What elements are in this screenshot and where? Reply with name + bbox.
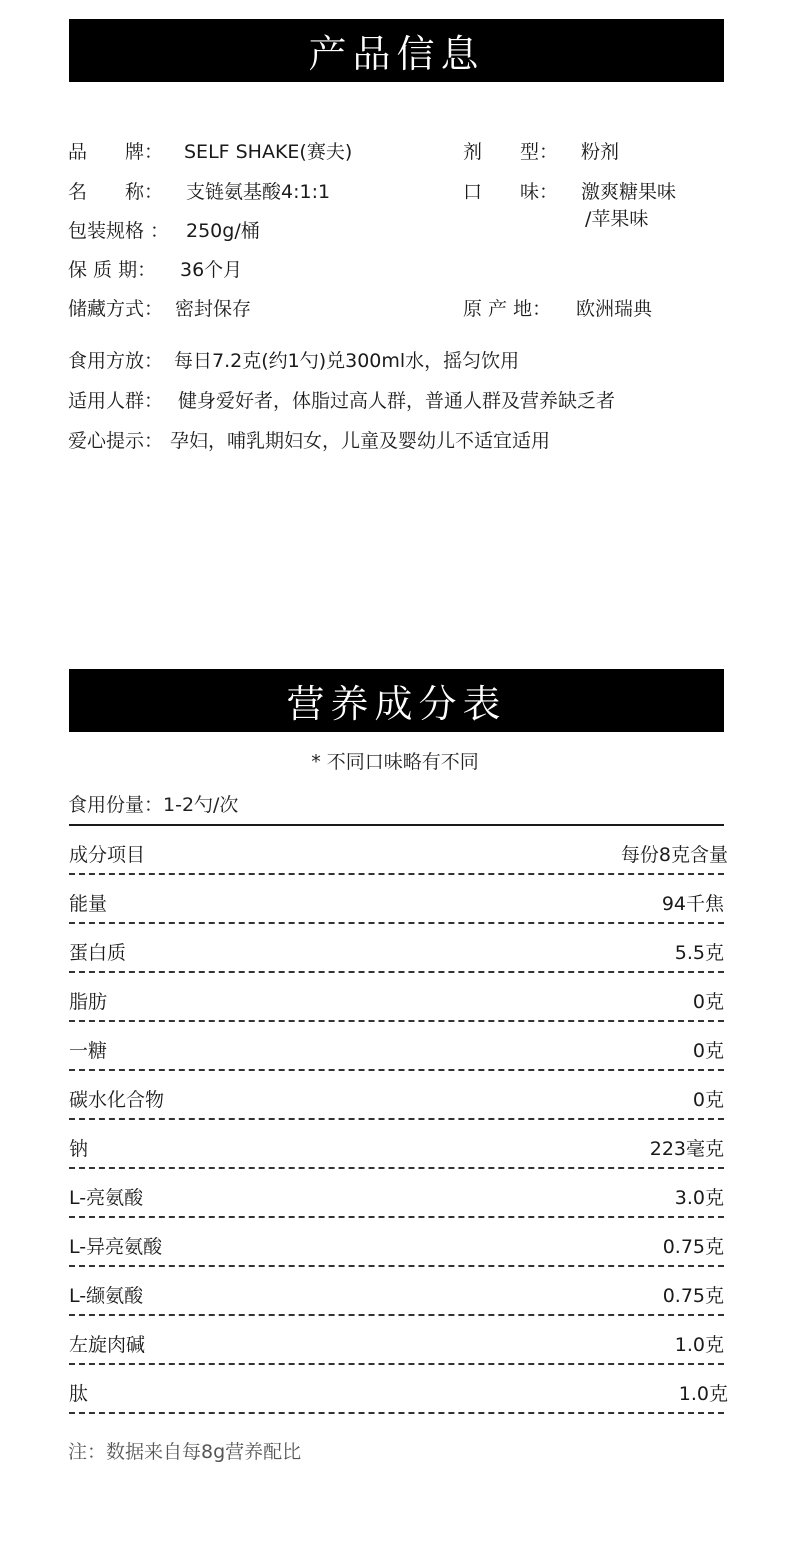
row-value: 0克 (692, 1089, 724, 1111)
row-value: 94千焦 (661, 893, 724, 915)
table-row (69, 1365, 728, 1414)
row-value: 3.0克 (674, 1187, 724, 1209)
flavor-note: * 不同口味略有不同 (311, 751, 479, 773)
row-name: 脂肪 (69, 991, 108, 1013)
name-label: 名 称： (68, 181, 164, 203)
warning-label: 爱心提示： (68, 430, 164, 452)
row-name: 碳水化合物 (69, 1089, 165, 1111)
row-name: L-亮氨酸 (69, 1187, 144, 1209)
flavor-value-1: 激爽糖果味 (581, 181, 677, 203)
row-name: 一糖 (69, 1040, 108, 1062)
shelf-life-value: 36个月 (180, 259, 243, 281)
row-name: 蛋白质 (69, 942, 127, 964)
row-name: L-缬氨酸 (69, 1285, 144, 1307)
table-row (69, 1022, 724, 1071)
nutrition-banner (69, 669, 724, 732)
usage-label: 食用方放： (68, 350, 164, 372)
product-info-title: 产品信息 (308, 32, 485, 76)
package-label: 包装规格 ： (68, 220, 170, 242)
row-name: 肽 (69, 1383, 89, 1405)
shelf-life-label: 保 质 期： (68, 259, 157, 281)
row-value: 0.75克 (662, 1285, 724, 1307)
row-value: 1.0克 (674, 1334, 724, 1356)
package-value: 250g/桶 (186, 220, 260, 242)
row-value: 0克 (692, 991, 724, 1013)
origin-value: 欧洲瑞典 (576, 298, 653, 320)
warning-value: 孕妇，哺乳期妇女，儿童及婴幼儿不适宜适用 (170, 430, 551, 452)
table-row (69, 1120, 724, 1169)
serving-size: 食用份量：1-2勺/次 (68, 794, 239, 816)
brand-label: 品 牌： (68, 141, 164, 163)
nutrition-title: 营养成分表 (286, 682, 507, 726)
row-name: 钠 (69, 1138, 89, 1160)
audience-value: 健身爱好者，体脂过高人群，普通人群及营养缺乏者 (178, 390, 616, 412)
table-row (69, 1267, 724, 1316)
storage-label: 储藏方式： (68, 298, 164, 320)
row-value: 5.5克 (674, 942, 724, 964)
audience-label: 适用人群： (68, 390, 164, 412)
table-row (69, 875, 724, 924)
name-value: 支链氨基酸4:1:1 (186, 181, 331, 203)
header-name: 成分项目 (69, 844, 146, 866)
data-footnote: 注：数据来自每8g营养配比 (68, 1441, 302, 1463)
form-label: 剂 型： (463, 141, 559, 163)
origin-label: 原 产 地： (463, 298, 552, 320)
brand-value: SELF SHAKE(赛夫) (184, 141, 353, 163)
table-header (69, 826, 728, 875)
row-value: 0.75克 (662, 1236, 724, 1258)
table-row (69, 1169, 724, 1218)
table-row (69, 1218, 724, 1267)
table-row (69, 1316, 724, 1365)
flavor-label: 口 味： (463, 181, 559, 203)
usage-value: 每日7.2克(约1勺)兑300ml水，摇匀饮用 (174, 350, 520, 372)
row-value: 0克 (692, 1040, 724, 1062)
nutrition-table (69, 824, 728, 1414)
row-name: 左旋肉碱 (69, 1334, 146, 1356)
table-row (69, 924, 724, 973)
form-value: 粉剂 (581, 141, 620, 163)
product-info-banner (69, 19, 724, 82)
row-value: 1.0克 (678, 1383, 728, 1405)
row-value: 223毫克 (649, 1138, 724, 1160)
flavor-value-2: /苹果味 (585, 208, 649, 230)
row-name: L-异亮氨酸 (69, 1236, 163, 1258)
storage-value: 密封保存 (175, 298, 252, 320)
header-value: 每份8克含量 (620, 844, 728, 866)
table-row (69, 1071, 724, 1120)
row-name: 能量 (69, 893, 108, 915)
table-row (69, 973, 724, 1022)
